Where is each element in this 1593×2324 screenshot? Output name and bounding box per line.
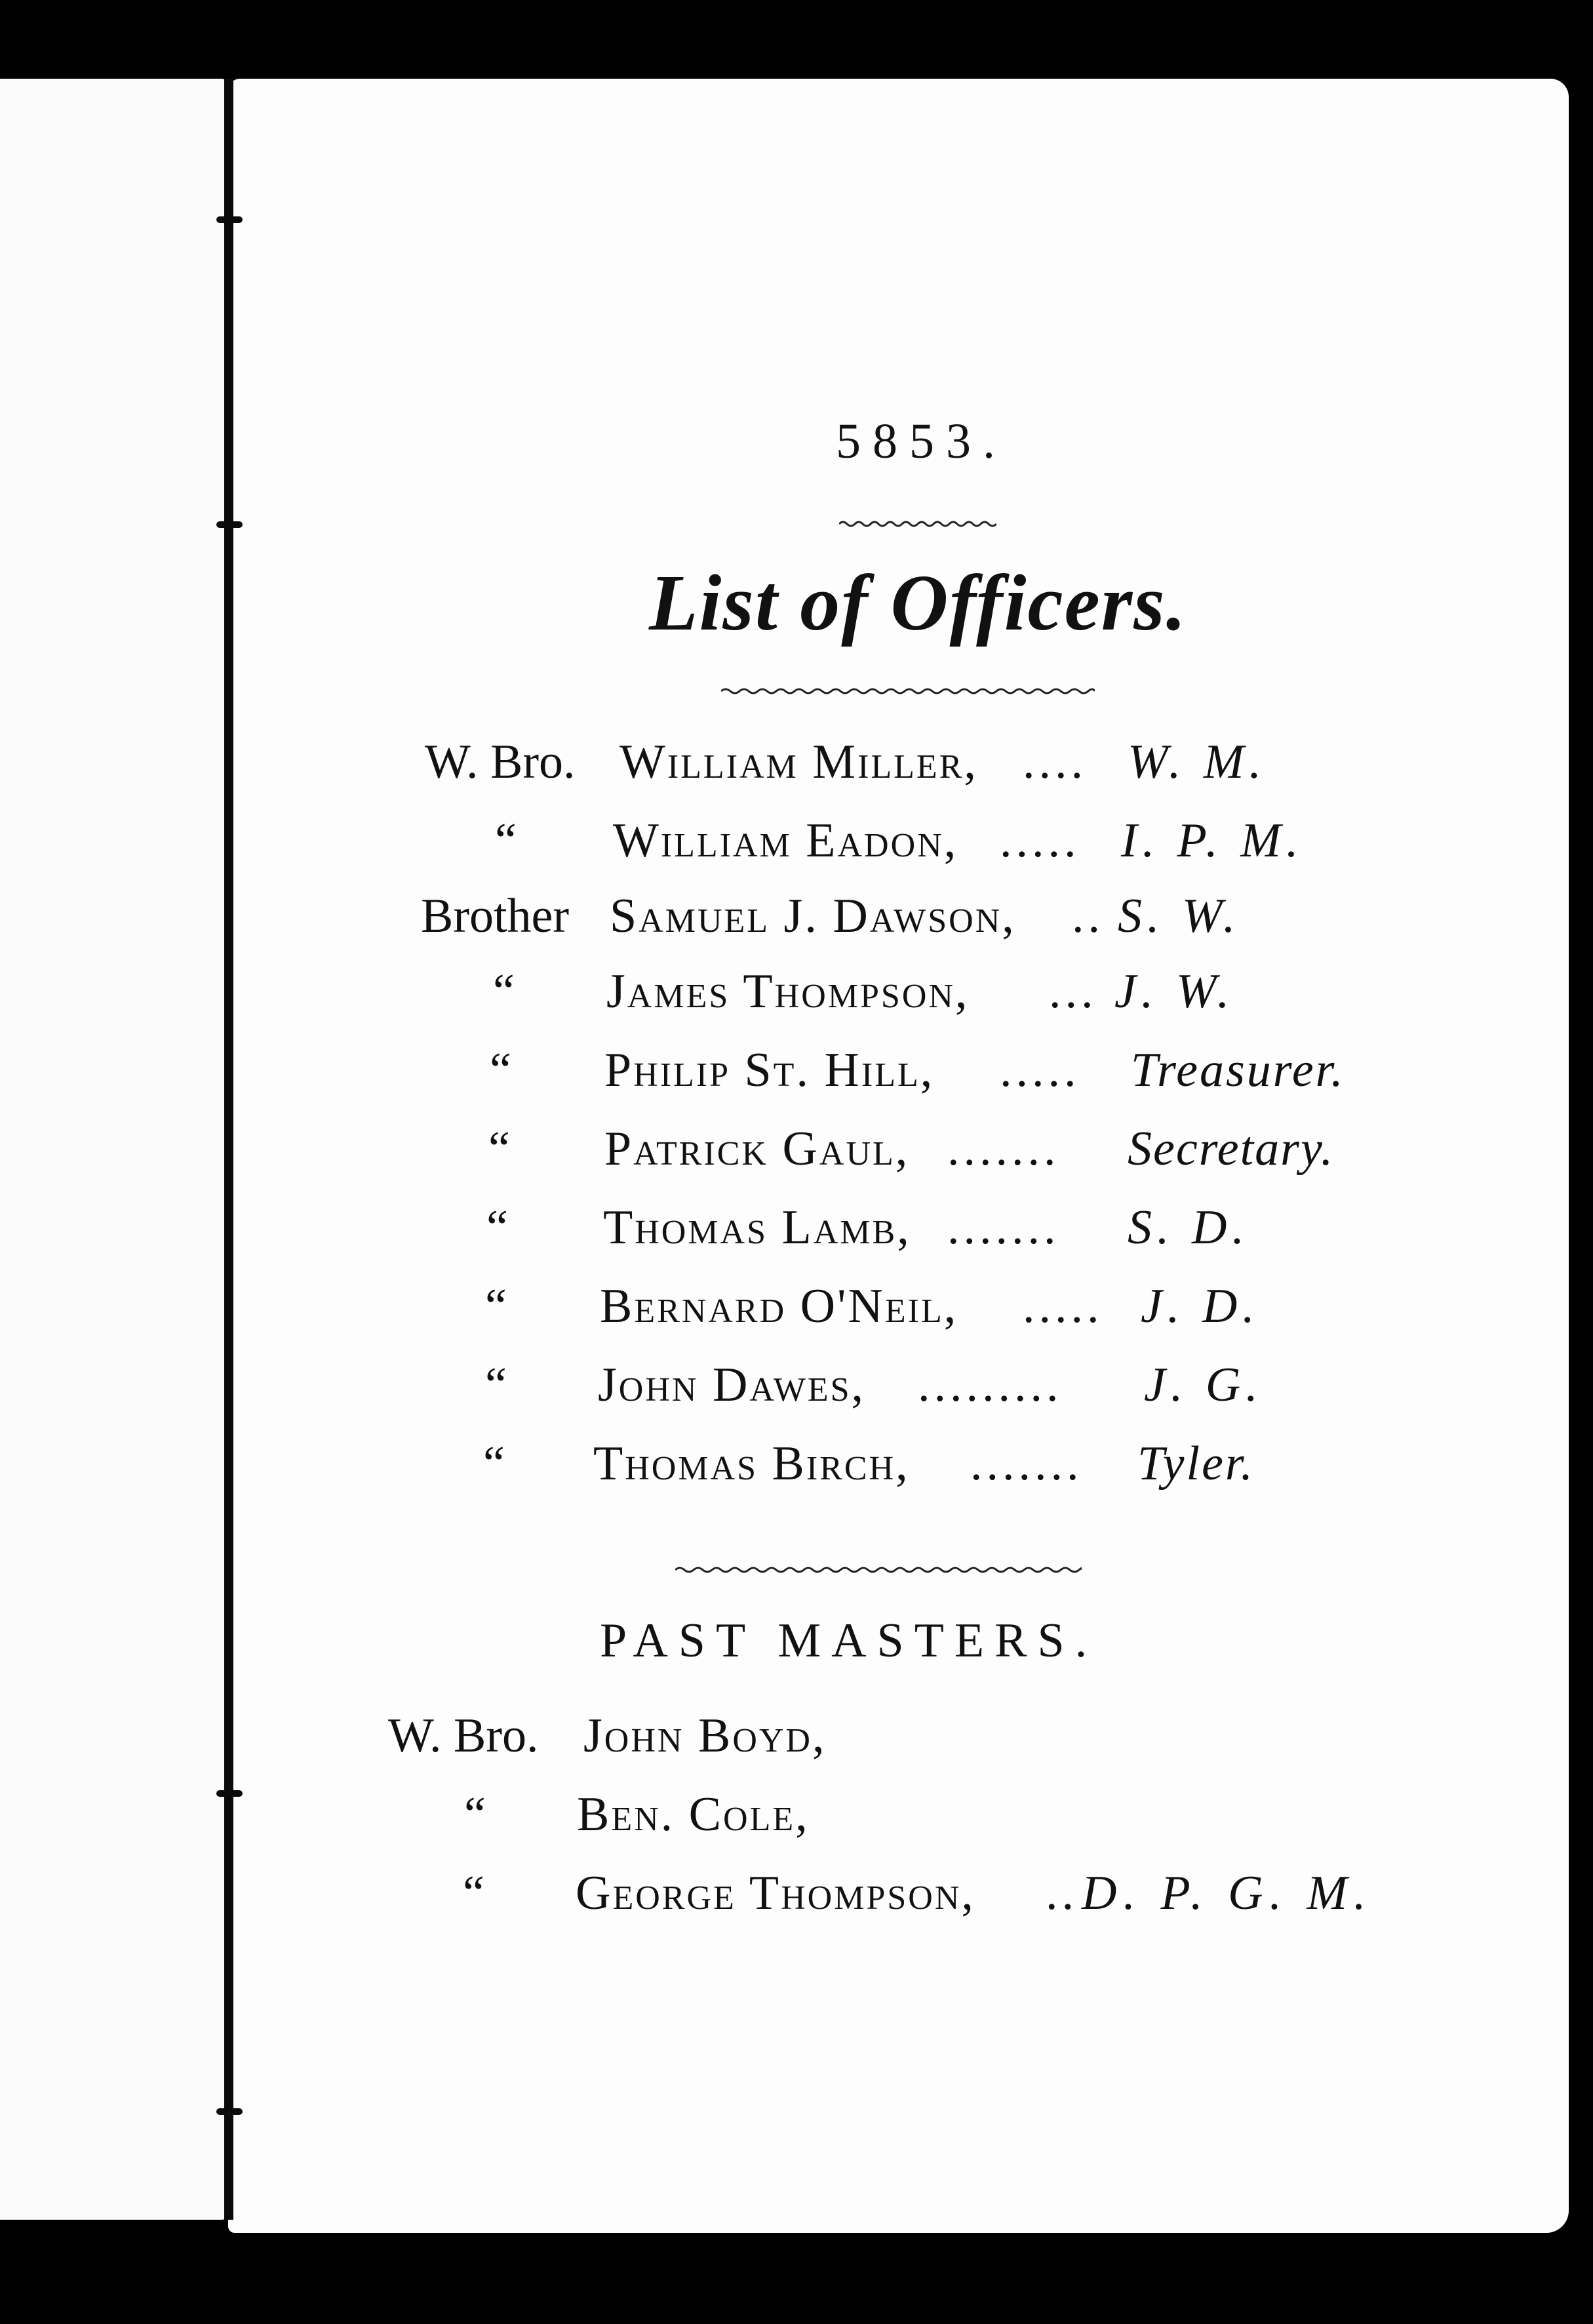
past-master-row	[0, 1787, 1593, 1859]
officer-prefix: “	[490, 1043, 511, 1097]
officer-prefix: “	[486, 1201, 508, 1254]
past-master-prefix: W. Bro.	[388, 1709, 539, 1763]
officer-name: Patrick Gaul,	[604, 1122, 910, 1176]
officer-name: William Eadon,	[613, 814, 958, 868]
officer-office: Treasurer.	[1131, 1043, 1345, 1097]
officer-row	[0, 734, 1593, 807]
officer-row	[0, 1043, 1593, 1115]
officer-office: Secretary.	[1128, 1122, 1335, 1176]
leader-dots: .......	[947, 1122, 1060, 1176]
officer-office: J. W.	[1114, 965, 1235, 1018]
officer-name: James Thompson,	[606, 965, 970, 1018]
past-master-name: George Thompson,	[576, 1866, 975, 1920]
officer-name: William Miller,	[620, 735, 978, 789]
officer-prefix: “	[483, 1437, 505, 1491]
officer-prefix: Brother	[421, 889, 570, 943]
binding-stitch	[216, 2108, 243, 2115]
officer-name: Bernard O'Neil,	[600, 1279, 958, 1333]
officer-prefix: “	[493, 965, 515, 1018]
officer-prefix: “	[488, 1122, 510, 1176]
ornamental-rule	[721, 685, 1095, 697]
leader-dots: ..	[1046, 1866, 1078, 1920]
ornamental-rule	[839, 518, 996, 530]
officer-prefix: W. Bro.	[425, 735, 576, 789]
officer-row	[0, 1200, 1593, 1272]
binding-stitch	[216, 521, 243, 528]
past-master-name: Ben. Cole,	[577, 1788, 810, 1841]
past-master-row	[0, 1866, 1593, 1938]
leader-dots: .......	[947, 1201, 1060, 1254]
officer-prefix: “	[495, 814, 517, 868]
officer-row	[0, 1357, 1593, 1430]
leader-dots: ..	[1072, 889, 1104, 943]
officer-row	[0, 964, 1593, 1036]
officer-name: Thomas Birch,	[593, 1437, 910, 1491]
officer-office: S. D.	[1128, 1201, 1249, 1254]
leader-dots: .....	[1023, 1279, 1103, 1333]
leader-dots: .......	[970, 1437, 1083, 1491]
officer-row	[0, 889, 1593, 961]
officer-name: Thomas Lamb,	[603, 1201, 911, 1254]
officer-office: J. G.	[1144, 1358, 1263, 1412]
past-master-row	[0, 1708, 1593, 1780]
officer-row	[0, 1436, 1593, 1508]
leader-dots: .....	[1000, 1043, 1080, 1097]
officer-row	[0, 1121, 1593, 1193]
officer-office: S. W.	[1118, 889, 1241, 943]
past-master-name: John Boyd,	[583, 1709, 827, 1763]
page-title: List of Officers.	[649, 559, 1188, 647]
past-masters-heading: PAST MASTERS.	[600, 1614, 1098, 1668]
leader-dots: .........	[918, 1358, 1063, 1412]
past-master-office: D. P. G. M.	[1082, 1866, 1373, 1920]
leader-dots: ...	[1049, 965, 1097, 1018]
officer-row	[0, 1279, 1593, 1351]
past-master-prefix: “	[464, 1788, 486, 1841]
leader-dots: ....	[1023, 735, 1087, 789]
officer-office: Tyler.	[1137, 1437, 1255, 1491]
past-master-prefix: “	[463, 1866, 484, 1920]
officer-name: John Dawes,	[598, 1358, 866, 1412]
binding-stitch	[216, 216, 243, 223]
officer-office: J. D.	[1141, 1279, 1260, 1333]
officer-office: I. P. M.	[1121, 814, 1304, 868]
year-heading: 5853.	[836, 414, 1007, 469]
officer-prefix: “	[485, 1279, 507, 1333]
leader-dots: .....	[1000, 814, 1080, 868]
ornamental-rule	[675, 1564, 1082, 1576]
officer-prefix: “	[485, 1358, 507, 1412]
officer-row	[0, 813, 1593, 885]
officer-name: Philip St. Hill,	[604, 1043, 935, 1097]
officer-name: Samuel J. Dawson,	[610, 889, 1016, 943]
officer-office: W. M.	[1128, 735, 1267, 789]
